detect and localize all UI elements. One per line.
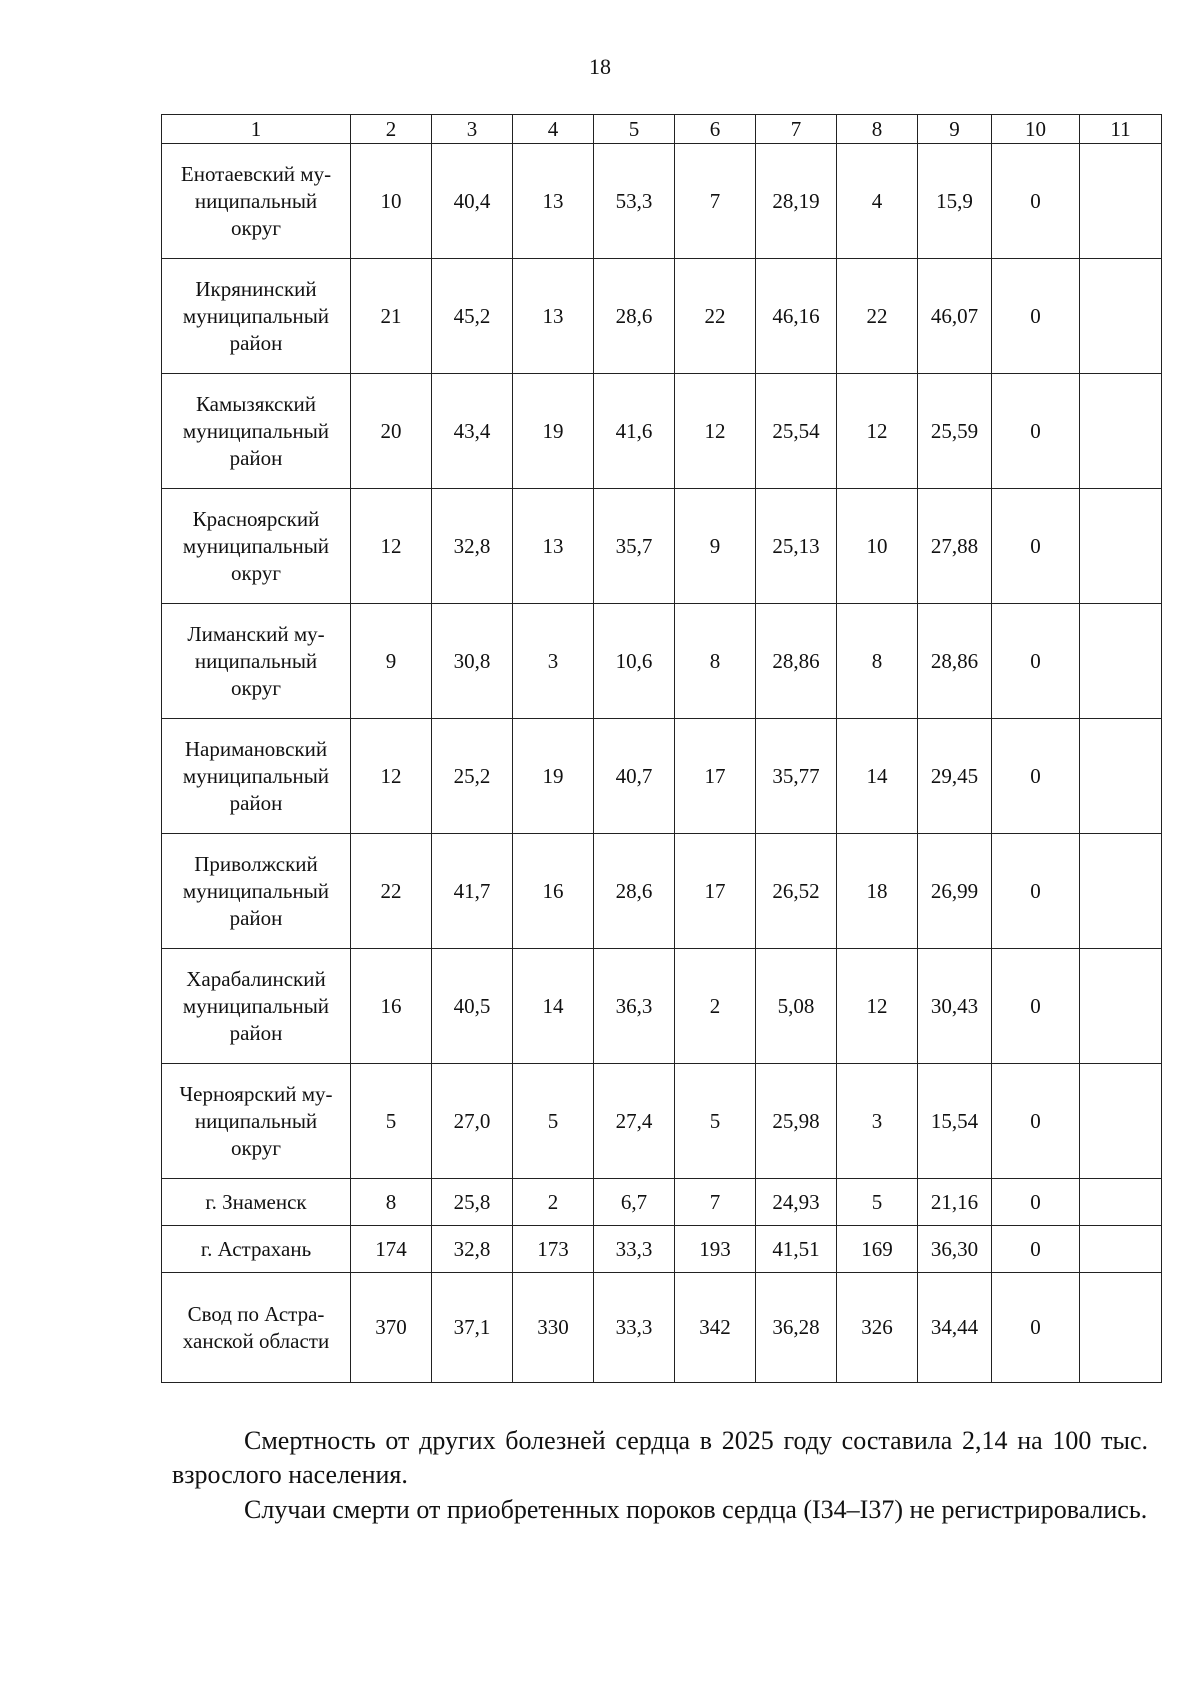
value-cell: 34,44: [918, 1273, 992, 1383]
value-cell: 21,16: [918, 1179, 992, 1226]
value-cell: 0: [992, 374, 1080, 489]
value-cell: 173: [513, 1226, 594, 1273]
value-cell: 16: [351, 949, 432, 1064]
value-cell: 0: [992, 834, 1080, 949]
value-cell: 26,52: [756, 834, 837, 949]
value-cell: 3: [837, 1064, 918, 1179]
table-row: [162, 1226, 1162, 1273]
value-cell: 28,19: [756, 144, 837, 259]
value-cell: 12: [675, 374, 756, 489]
value-cell: [1080, 719, 1162, 834]
value-cell: 22: [351, 834, 432, 949]
value-cell: 27,0: [432, 1064, 513, 1179]
value-cell: 28,86: [918, 604, 992, 719]
value-cell: 36,30: [918, 1226, 992, 1273]
territory-name-cell: г. Знаменск: [162, 1179, 351, 1226]
value-cell: 25,54: [756, 374, 837, 489]
value-cell: 5: [351, 1064, 432, 1179]
value-cell: 13: [513, 144, 594, 259]
territory-name-cell: Красноярский муниципальный округ: [162, 489, 351, 604]
value-cell: 169: [837, 1226, 918, 1273]
value-cell: 28,86: [756, 604, 837, 719]
value-cell: 41,51: [756, 1226, 837, 1273]
value-cell: 14: [513, 949, 594, 1064]
paragraph-other-heart-diseases: Смертность от других болезней сердца в 2025 году составила 2,14 на 100 тыс. взрослого населения.: [172, 1426, 1148, 1489]
value-cell: 20: [351, 374, 432, 489]
value-cell: 25,13: [756, 489, 837, 604]
column-number-cell: 6: [675, 115, 756, 144]
table-row: [162, 374, 1162, 489]
value-cell: [1080, 374, 1162, 489]
value-cell: 25,8: [432, 1179, 513, 1226]
value-cell: 17: [675, 719, 756, 834]
value-cell: 29,45: [918, 719, 992, 834]
value-cell: [1080, 489, 1162, 604]
value-cell: 33,3: [594, 1226, 675, 1273]
value-cell: 10: [837, 489, 918, 604]
value-cell: 10,6: [594, 604, 675, 719]
value-cell: 26,99: [918, 834, 992, 949]
value-cell: 0: [992, 259, 1080, 374]
value-cell: 45,2: [432, 259, 513, 374]
territory-name-cell: Свод по Астра- ханской области: [162, 1273, 351, 1383]
value-cell: 30,43: [918, 949, 992, 1064]
column-number-cell: 8: [837, 115, 918, 144]
table-row: [162, 604, 1162, 719]
value-cell: 5: [837, 1179, 918, 1226]
territory-name-cell: Лиманский му- ниципальный округ: [162, 604, 351, 719]
value-cell: 30,8: [432, 604, 513, 719]
value-cell: 0: [992, 719, 1080, 834]
value-cell: 36,28: [756, 1273, 837, 1383]
column-number-cell: 5: [594, 115, 675, 144]
territory-name-cell: Икрянинский муниципальный район: [162, 259, 351, 374]
value-cell: 13: [513, 489, 594, 604]
value-cell: 370: [351, 1273, 432, 1383]
table-header-row: [162, 115, 1162, 144]
value-cell: 0: [992, 489, 1080, 604]
value-cell: [1080, 1226, 1162, 1273]
value-cell: 5: [675, 1064, 756, 1179]
value-cell: 41,6: [594, 374, 675, 489]
value-cell: 25,59: [918, 374, 992, 489]
value-cell: 0: [992, 949, 1080, 1064]
column-number-cell: 1: [162, 115, 351, 144]
value-cell: 18: [837, 834, 918, 949]
territory-name-cell: Приволжский муниципальный район: [162, 834, 351, 949]
column-number-cell: 11: [1080, 115, 1162, 144]
territory-name-cell: Харабалинский муниципальный район: [162, 949, 351, 1064]
value-cell: 53,3: [594, 144, 675, 259]
value-cell: 19: [513, 374, 594, 489]
territory-name-cell: Черноярский му- ниципальный округ: [162, 1064, 351, 1179]
value-cell: 46,07: [918, 259, 992, 374]
table-row: [162, 834, 1162, 949]
table-row: [162, 489, 1162, 604]
value-cell: 40,5: [432, 949, 513, 1064]
value-cell: 25,2: [432, 719, 513, 834]
value-cell: [1080, 1179, 1162, 1226]
value-cell: [1080, 834, 1162, 949]
value-cell: 46,16: [756, 259, 837, 374]
value-cell: 12: [837, 949, 918, 1064]
value-cell: 17: [675, 834, 756, 949]
column-number-cell: 9: [918, 115, 992, 144]
value-cell: 22: [837, 259, 918, 374]
value-cell: 8: [351, 1179, 432, 1226]
value-cell: 9: [675, 489, 756, 604]
table-row: [162, 949, 1162, 1064]
paragraph-acquired-heart-defects: Случаи смерти от приобретенных пороков сердца (I34–I37) не регистрировались.: [244, 1495, 1148, 1524]
value-cell: 0: [992, 144, 1080, 259]
value-cell: 8: [675, 604, 756, 719]
value-cell: 0: [992, 1273, 1080, 1383]
territory-name-cell: г. Астрахань: [162, 1226, 351, 1273]
value-cell: 193: [675, 1226, 756, 1273]
value-cell: 5,08: [756, 949, 837, 1064]
value-cell: 22: [675, 259, 756, 374]
value-cell: 13: [513, 259, 594, 374]
table-row: [162, 144, 1162, 259]
value-cell: 25,98: [756, 1064, 837, 1179]
value-cell: 35,77: [756, 719, 837, 834]
column-number-cell: 10: [992, 115, 1080, 144]
value-cell: 19: [513, 719, 594, 834]
value-cell: 4: [837, 144, 918, 259]
table-row: [162, 719, 1162, 834]
value-cell: 9: [351, 604, 432, 719]
value-cell: 0: [992, 1064, 1080, 1179]
value-cell: [1080, 604, 1162, 719]
value-cell: [1080, 144, 1162, 259]
value-cell: 12: [837, 374, 918, 489]
territory-name-cell: Камызякский муниципальный район: [162, 374, 351, 489]
value-cell: 21: [351, 259, 432, 374]
column-number-cell: 2: [351, 115, 432, 144]
value-cell: 15,9: [918, 144, 992, 259]
value-cell: 36,3: [594, 949, 675, 1064]
value-cell: [1080, 259, 1162, 374]
territory-name-cell: Наримановский муниципальный район: [162, 719, 351, 834]
value-cell: 40,7: [594, 719, 675, 834]
page-number: 18: [589, 54, 611, 79]
table-row: [162, 1064, 1162, 1179]
value-cell: 10: [351, 144, 432, 259]
value-cell: 16: [513, 834, 594, 949]
value-cell: 2: [513, 1179, 594, 1226]
value-cell: 43,4: [432, 374, 513, 489]
value-cell: 0: [992, 1179, 1080, 1226]
value-cell: 32,8: [432, 489, 513, 604]
value-cell: 8: [837, 604, 918, 719]
value-cell: 27,88: [918, 489, 992, 604]
value-cell: [1080, 949, 1162, 1064]
value-cell: 40,4: [432, 144, 513, 259]
value-cell: 37,1: [432, 1273, 513, 1383]
value-cell: 28,6: [594, 834, 675, 949]
value-cell: 27,4: [594, 1064, 675, 1179]
value-cell: 12: [351, 489, 432, 604]
value-cell: 5: [513, 1064, 594, 1179]
value-cell: [1080, 1273, 1162, 1383]
value-cell: 15,54: [918, 1064, 992, 1179]
value-cell: 0: [992, 604, 1080, 719]
value-cell: 6,7: [594, 1179, 675, 1226]
value-cell: 3: [513, 604, 594, 719]
value-cell: 7: [675, 144, 756, 259]
table-row: [162, 1273, 1162, 1383]
value-cell: 174: [351, 1226, 432, 1273]
value-cell: 342: [675, 1273, 756, 1383]
value-cell: 0: [992, 1226, 1080, 1273]
value-cell: 41,7: [432, 834, 513, 949]
value-cell: 326: [837, 1273, 918, 1383]
column-number-cell: 3: [432, 115, 513, 144]
value-cell: 32,8: [432, 1226, 513, 1273]
value-cell: 12: [351, 719, 432, 834]
value-cell: [1080, 1064, 1162, 1179]
value-cell: 24,93: [756, 1179, 837, 1226]
value-cell: 7: [675, 1179, 756, 1226]
territory-name-cell: Енотаевский му- ниципальный округ: [162, 144, 351, 259]
value-cell: 33,3: [594, 1273, 675, 1383]
column-number-cell: 7: [756, 115, 837, 144]
table-row: [162, 259, 1162, 374]
mortality-table: [161, 114, 1162, 1383]
table-row: [162, 1179, 1162, 1226]
column-number-cell: 4: [513, 115, 594, 144]
value-cell: 330: [513, 1273, 594, 1383]
value-cell: 14: [837, 719, 918, 834]
value-cell: 28,6: [594, 259, 675, 374]
value-cell: 2: [675, 949, 756, 1064]
value-cell: 35,7: [594, 489, 675, 604]
